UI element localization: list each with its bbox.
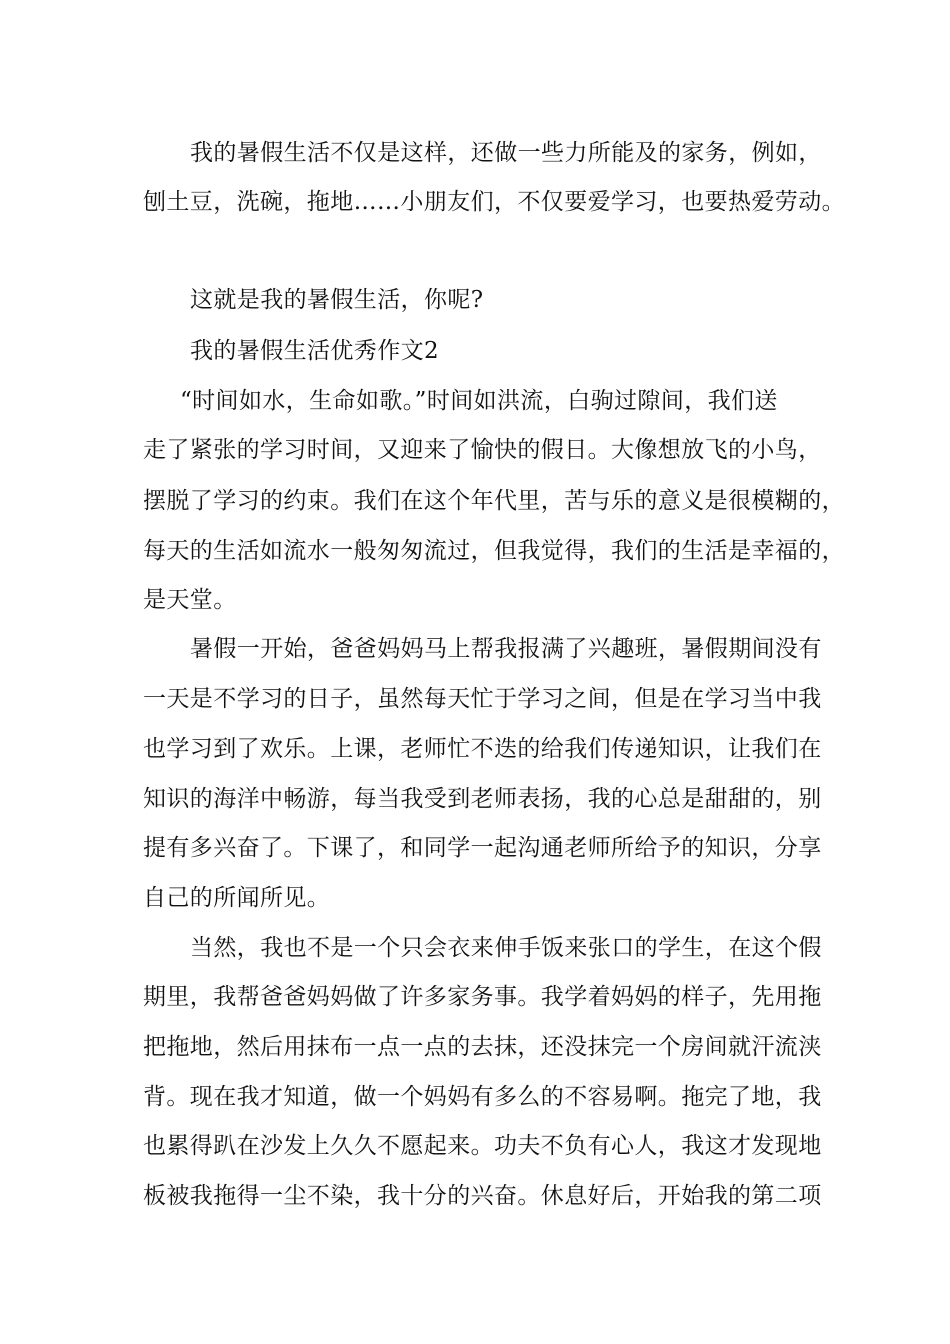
text-line: 摆脱了学习的约束。我们在这个年代里，苦与乐的意义是很模糊的， <box>143 488 845 514</box>
text-line: 把拖地，然后用抹布一点一点的去抹，还没抹完一个房间就汗流浃 <box>143 1034 822 1060</box>
text-line: 知识的海洋中畅游，每当我受到老师表扬，我的心总是甜甜的，别 <box>143 786 822 812</box>
text-line: 提有多兴奋了。下课了，和同学一起沟通老师所给予的知识，分享 <box>143 835 822 861</box>
text-line: 走了紧张的学习时间，又迎来了愉快的假日。大像想放飞的小鸟， <box>143 437 822 463</box>
text-line: 这就是我的暑假生活，你呢? <box>190 287 484 313</box>
text-line: 是天堂。 <box>143 587 237 613</box>
section-heading: 我的暑假生活优秀作文2 <box>190 338 440 364</box>
text-line: 期里，我帮爸爸妈妈做了许多家务事。我学着妈妈的样子，先用拖 <box>143 984 822 1010</box>
text-line: 当然，我也不是一个只会衣来伸手饭来张口的学生，在这个假 <box>190 935 822 961</box>
text-line: 刨土豆，洗碗，拖地……小朋友们，不仅要爱学习，也要热爱劳动。 <box>143 189 845 215</box>
text-line: 我的暑假生活不仅是这样，还做一些力所能及的家务，例如， <box>190 140 822 166</box>
text-line: 背。现在我才知道，做一个妈妈有多么的不容易啊。拖完了地，我 <box>143 1084 822 1110</box>
text-line: 自己的所闻所见。 <box>143 885 331 911</box>
text-line: 每天的生活如流水一般匆匆流过，但我觉得，我们的生活是幸福的， <box>143 538 845 564</box>
text-line: 也学习到了欢乐。上课，老师忙不迭的给我们传递知识，让我们在 <box>143 736 822 762</box>
text-line: 暑假一开始，爸爸妈妈马上帮我报满了兴趣班，暑假期间没有 <box>190 636 822 662</box>
text-line: 也累得趴在沙发上久久不愿起来。功夫不负有心人，我这才发现地 <box>143 1133 822 1159</box>
text-line: “时间如水，生命如歌。”时间如洪流，白驹过隙间，我们送 <box>180 388 778 414</box>
text-line: 一天是不学习的日子，虽然每天忙于学习之间，但是在学习当中我 <box>143 686 822 712</box>
text-line: 板被我拖得一尘不染，我十分的兴奋。休息好后，开始我的第二项 <box>143 1183 822 1209</box>
